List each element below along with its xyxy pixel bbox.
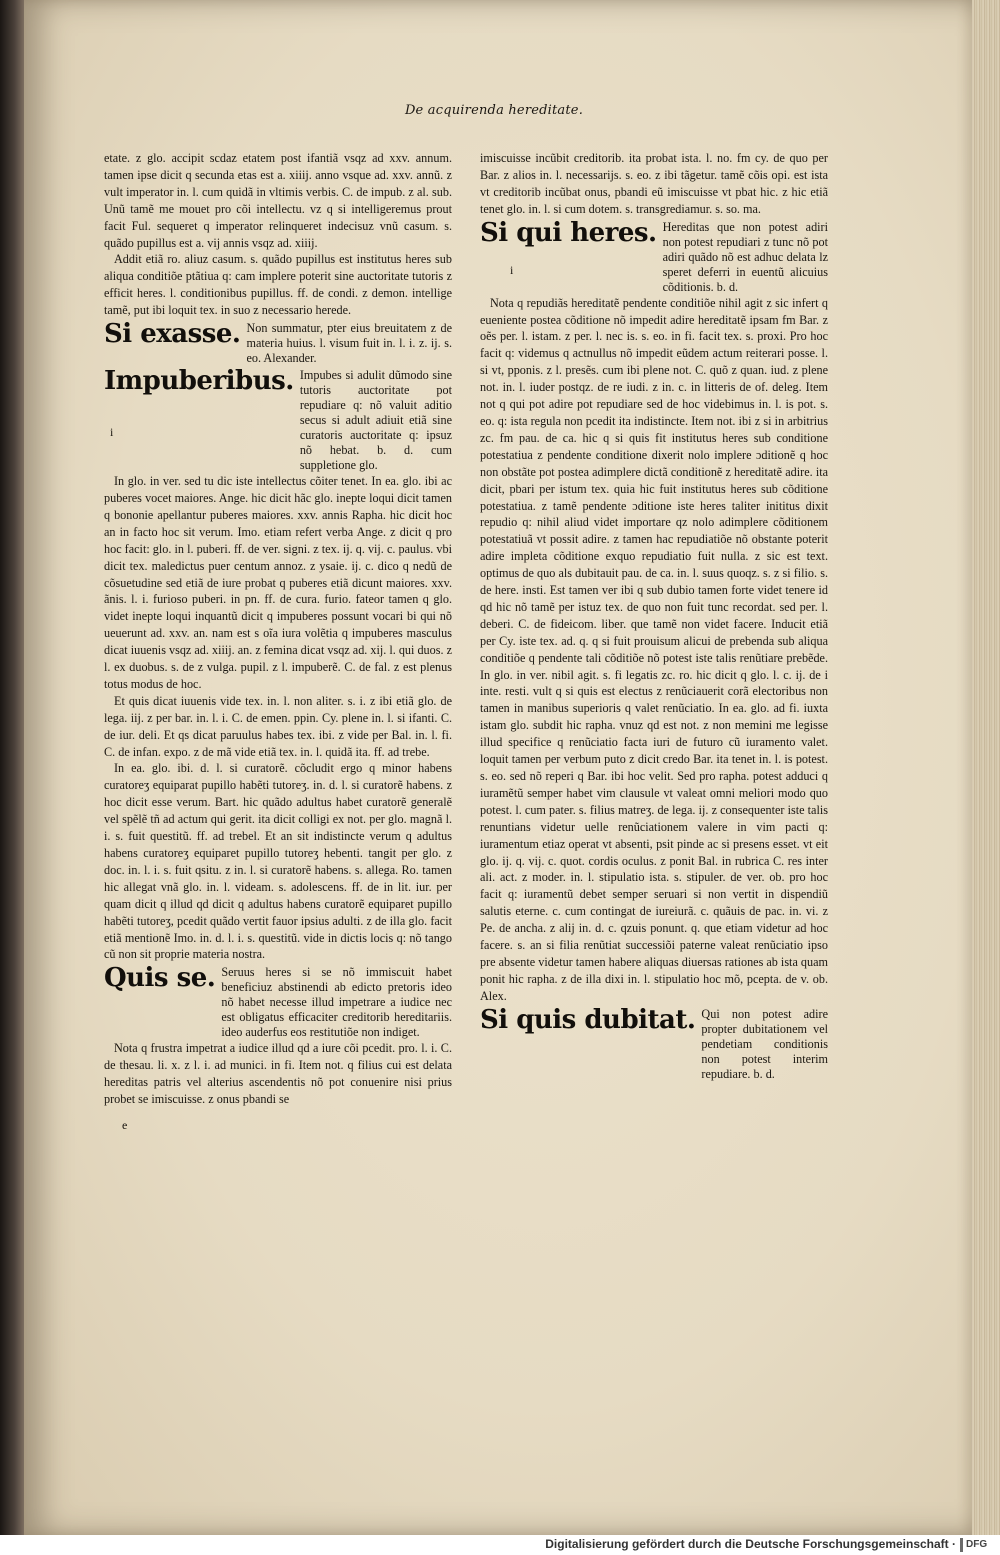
left-column xyxy=(104,150,452,1108)
section-heading xyxy=(104,321,452,366)
section-heading xyxy=(480,1004,828,1082)
heading-summary: Seruus heres si se nõ immiscuit habet beneficiuz abstinendi ab edicto pretoris ideo nõ habet necesse illud impetrare a iudice nec est obligatus efficaciter creditorib hereditariis. ideo auderfus eos restitutiõe non indiget. xyxy=(221,965,452,1040)
marginal-letter: e xyxy=(122,1118,128,1132)
paragraph: Et quis dicat iuuenis vide tex. in. l. non aliter. s. i. z ibi etiã glo. de lega. iij. z per bar. in. l. i. C. de emen. ppin. Cy. plene in. l. si ifanti. C. de iur. deli. Et qs dicat paruulus habes tex. ibi. z vide per Bal. in. l. fi. C. de infan. expo. z de mã vide etiã tex. in. l. quidã ita. ff. ad trebe. xyxy=(104,693,452,759)
right-column xyxy=(480,150,828,1082)
marginal-letter: i xyxy=(110,425,114,439)
heading-text: Quis se. xyxy=(104,963,216,994)
running-head: De acquirenda hereditate. xyxy=(404,103,584,118)
heading-text: Si exasse. xyxy=(104,319,241,350)
heading-summary: Hereditas que non potest adiri non potest repudiari z tunc nõ pot adiri quãdo nõ est adhuc delata lz speret deferri in euentũ alicuius cõditionis. b. d. xyxy=(662,219,828,294)
paragraph: Nota q repudiãs hereditatẽ pendente conditiõe nihil agit z sic infert q eueniente postea cõditione nõ impedit adire hereditatẽ ipsam fm Bar. z oẽs per. l. istam. z per. l. nec is. s. eo. in fi. facit tex. s. proxi. Pro hoc facit q: videmus q actnullus nõ impedit eũdem actum reiterari posse. l. si vt, pponis. z l. presẽs. cum ibi plene not. C. quõ z quan. iud. z plene not. in. l. iuder postqz. de re iudi. z in. c. in litteris de of. deleg. Item not q qui pot adire pot repudiare sed de hoc videbimus in. l. is pot. s. eo. q: ista regula non pcedit ita indistincte. Item not. ibi z si in arbitrius zc. fm pau. de ca. hic q si quis fit institutus heres sub conditione potestatiua z pendente conditione dixerit nolo implere ɔditionẽ q hoc non obstãte pot postea adimplere dictã conditionẽ z hereditatẽ adire. ita dicit, pbari per istum tex. quia hic fuit institutus heres sub cõditione potestatiua. z tamẽ pendente ɔditione iste heres taliter inititus dixit repudio q: nihil aliud videt importare qz nolo adimplere cõditionem potestatiuã vt possit adire. z tamen hac repudiatiõe nõ obstante poterit adire impleta cõditione exquo repudiatio fuit nulla. z sic est text. optimus de quo als dubitauit pau. de ca. in. l. suus quoqz. s. z si filio. s. de here. insti. Est tamen ver ibi q sub dubio tamen forte videt tenere id qd hic nõ tamẽ per istuz tex. de quo non fuit tunc recordat. sed per. l. deberi. C. de fideicom. liber. que tamẽ non videt facere. Inducit etiã per Cy. iste tex. ad. q. q si fuit prouisum alicui de prebenda sub aliqua conditiõe q pendente tali cõditiõe nõ potest iste talis renũtiare prebẽde. In glo. in ver. nibil agit. s. fi legatis zc. ro. hic dicit q glo. l. c. ij. de i inte. resti. vult q si quis est electus z renũciauerit corã electoribus non tamen in manibus superioris q valet renũciatio. In ea. glo. ad fi. iuxta istam glo. subdit hic rapha. vnuz qd est not. z non memini me legisse illud specifice q renũciatio facta iuri de futuro cũ iuramento valet. loquit tamen per verbum puto z dicit credo Bar. ita tenet in. l. is potest. s. eo. sed nõ reperi q Bar. ibi hoc velit. Sed pro rapha. potest adduci q iuramẽtũ semper habet vim clausule vt valeat omni meliori modo quo potest. l. cum pater. s. filius matreʒ. de lega. ij. z consequenter iste talis renuntians videtur uelle renũciationem valere in vim pacti q: iuramentum etiaz operat vt absenti, psit pinde ac si presens esset. vt eit glo. ij. q. vij. c. quot. cordis oculus. z ponit Bal. in rubrica C. res inter ali. act. z moder. in. l. stipulatio ista. s. stipuler. de ver. ob. pro hoc facit q: iuramentũ debet semper seruari si non vertit in dispendiũ salutis eterne. c. cum contingat de iureiurã. c. quãuis de pac. in. vi. z Pe. de ancha. z alij in. d. c. qzuis ponunt. q. que etiam videtur ad hoc facere. s. an si filia renũtiat successiõi paterne valeat renũciatio ipso pre absente videtur tamen habere aliquas diuersas rationes ab ista quam ponit hic rapha. z de illa dixi in. l. stipulatio hoc mõ, pcepta. de v. ob. Alex. xyxy=(480,295,828,1003)
funding-notice: Digitalisierung gefördert durch die Deutsche Forschungsgemeinschaft · xyxy=(545,1537,956,1551)
section-heading xyxy=(480,217,828,295)
paragraph: Addit etiã ro. aliuz casum. s. quãdo pupillus est institutus heres sub aliqua conditiõe ptãtiua q: cam implere poterit sine auctoritate tutoris z efficit heres. l. conditionibus pupillus. ff. de condi. z demon. intellige tamẽ, put ibi loquit tex. in suo z necessario herede. xyxy=(104,252,452,318)
heading-summary: Impubes si adulit dũmodo sine tutoris auctoritate pot repudiare q: nõ valuit aditio secus si adult adiuit etiã sine curatoris auctoritate q: ipsuz nõ hebat. b. d. cum suppletione glo. xyxy=(299,368,452,473)
paragraph: Nota q frustra impetrat a iudice illud qd a iure cõi pcedit. pro. l. i. C. de thesau. li. x. z l. i. ad munici. in fi. Item not. q filius cui est delata hereditas patris vel alterius ascendentis nõ pot conuenire nisi prius probet se imiscuisse. z onus pbandi se xyxy=(104,1041,452,1107)
paragraph: imiscuisse incũbit creditorib. ita probat ista. l. no. fm cy. de quo per Bar. z alios in. l. necessarijs. s. eo. z ibi tãgetur. tamẽ cõis opi. est ista vt creditorib incũbat onus, pbandi eũ imiscuisse vt pbat hic. z hic etiã tenet glo. in. l. si cum dotem. s. transgrediamur. s. so. ma. xyxy=(480,151,828,216)
heading-text: Si quis dubitat. xyxy=(480,1004,696,1035)
paragraph: In ea. glo. ibi. d. l. si curatorẽ. cõcludit ergo q minor habens curatoreʒ equiparat pupillo habẽti tutoreʒ. in. d. l. si curatorẽ habens. z hoc dicit esse verum. Bart. hic quãdo adultus habet curatorẽ generalẽ vel spẽlẽ tñ ad actum qui gerit. ita dicit colligi ex not. per glo. magnã l. i. s. fuit questitũ. ff. ad trebel. Et an sit indistincte verum q adultus habens curatoreʒ equiparet pupillo tutoreʒ hebenti. tangit per glo. z doc. in. l. i. s. fuit qsitu. z in. l. si curatorẽ habens. s. allega. Ro. tamen hic allegat vnã glo. in. l. videam. s. adolescens. ff. de in lit. iur. per quam dicit q illud qd dicit q adultus habens curatorẽ equiparet pupillo habẽti tutoreʒ, pcedit quãdo vertit fauor ipsius adulti. z de illa glo. facit etiã mentionẽ Imo. in. d. l. i. s. questitũ. vide in dictis locis q: nõ tango cũ non sit proprie materia nostra. xyxy=(104,761,452,962)
book-page xyxy=(24,0,972,1535)
heading-summary: Qui non potest adire propter dubitationem vel pendetiam conditionis non potest interim repudiare. b. d. xyxy=(701,1006,828,1081)
marginal-letter: i xyxy=(510,263,514,277)
dfg-logo-icon: DFG xyxy=(960,1538,994,1552)
section-heading xyxy=(104,368,452,473)
paragraph: etate. z glo. accipit scdaz etatem post ifantiã vsqz ad xxv. annum. tamen ipse dicit q secunda etas est a. xiiij. anno vsque ad. xxv. annũ. z vult imperator in. l. cum quidã in vltimis verbis. C. de impub. z al. sub. Unũ tamẽ me mouet pro cõi intellectu. vz q si intelligeremus prout facit Ful. sequeret q imperator relinqueret indecisuz vnũ casum. s. quãdo pupillus est a. vij annis vsqz ad. xiiij. xyxy=(104,151,452,250)
heading-text: Impuberibus. xyxy=(104,366,294,397)
heading-summary: Non summatur, pter eius breuitatem z de materia huius. l. visum fuit in. l. i. z. ij. s. eo. Alexander. xyxy=(246,321,452,366)
section-heading xyxy=(104,965,452,1040)
paragraph: In glo. in ver. sed tu dic iste intellectus cõiter tenet. In ea. glo. ibi ac puberes vocet maiores. Ange. hic dicit hãc glo. inepte loqui dicit tamen q bononie apellantur puberes maiores. xxv. annis Rapha. hic dicit hoc an in facto hoc sit verum. Imo. etiam refert verba Ange. z dicit q pro hoc facit: glo. in l. puberi. ff. de ver. signi. z tex. ij. q. vij. c. paulus. vbi dicit tex. maledictus puer centum annoz. z ysaie. ij. c. dico q nedũ de cõsuetudine sed etiã de iure probat q puberes etiã dicunt maiores. xxv. ãnis. l. i. furioso puberi. in pn. ff. de cura. furio. fateor tamen q glo. videt inepte loqui inquantũ dicit q impuberes possunt vocari bi qui nõ ueuerunt ad. xxv. an. nam est s oĩa iura volẽtia q impuberes masculus dicat iuuenis vsqz ad. xiiij. an. z femina dicat vsqz ad. xij. l. qui duos. z l. ex duobus. s. de z vulga. pupil. z l. impuberẽ. C. de fal. z est plenus totus modus de hoc. xyxy=(104,474,452,691)
footer-bar xyxy=(0,1535,1000,1555)
heading-text: Si qui heres. xyxy=(480,217,657,248)
